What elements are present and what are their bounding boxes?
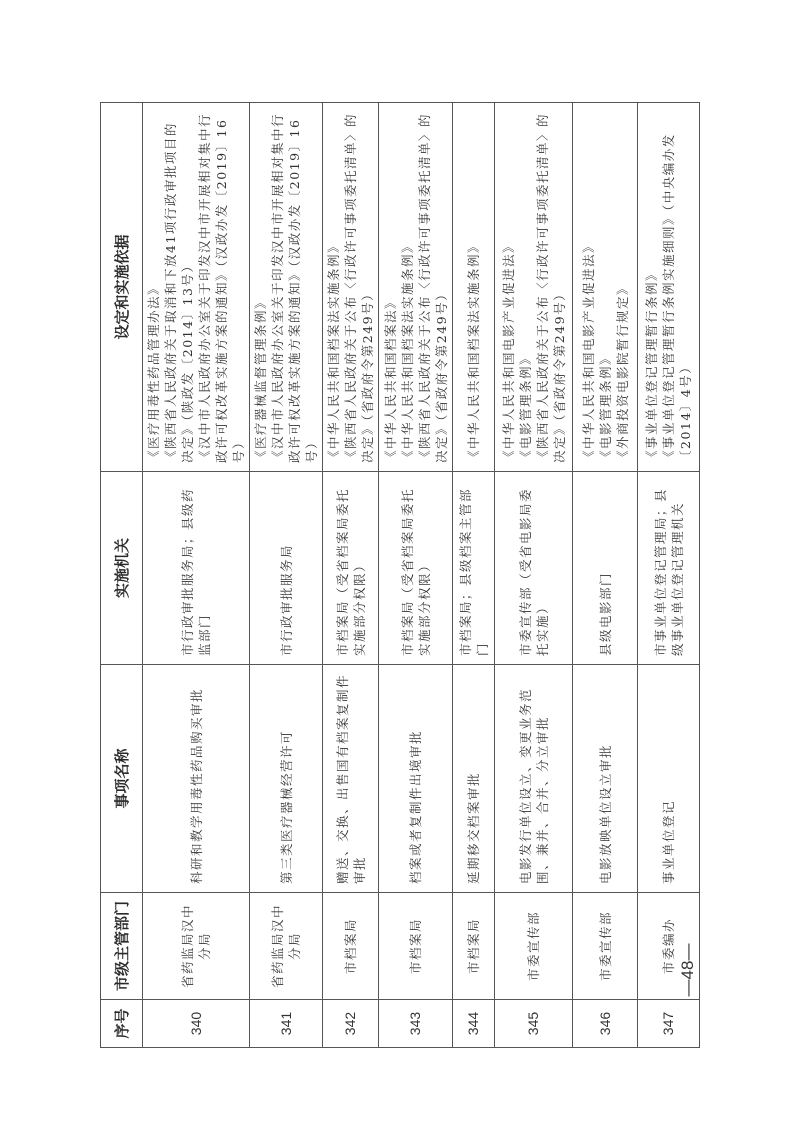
basis-line: 《电影管理条例》 (597, 350, 613, 463)
cell-dept: 省药监局汉中分局 (143, 893, 250, 1000)
table-row (573, 103, 638, 1048)
cell-seq: 340 (143, 1000, 250, 1048)
cell-seq: 347 (638, 1000, 700, 1048)
cell-body: 市行政审批服务局；县级药监部门 (143, 472, 250, 665)
basis-line: 《事业单位登记管理暂行条例》 (644, 266, 659, 463)
cell-basis (573, 103, 638, 472)
basis-line: 《汉中市人民政府办公室关于印发汉中市开展相对集中行政许可权改革实施方案的通知》（汉政办发〔2019〕16号） (197, 112, 246, 463)
cell-seq: 343 (379, 1000, 453, 1048)
header-name: 事项名称 (101, 665, 143, 893)
header-dept: 市级主管部门 (101, 893, 143, 1000)
cell-basis (453, 103, 495, 472)
cell-body: 市行政审批服务局 (250, 472, 323, 665)
basis-line: 《陕西省人民政府关于取消和下放41项行政审批项目的决定》（陕政发〔2014〕13号） (163, 122, 195, 463)
table-row (638, 103, 700, 1048)
cell-seq: 344 (453, 1000, 495, 1048)
cell-body: 市档案局；县级档案主管部门 (453, 472, 495, 665)
cell-seq: 341 (250, 1000, 323, 1048)
cell-name: 事业单位登记 (638, 665, 700, 893)
cell-dept: 市委宣传部 (573, 893, 638, 1000)
table-row (250, 103, 323, 1048)
cell-basis (638, 103, 700, 472)
basis-line: 《陕西省人民政府关于公布〈行政许可事项委托清单〉的决定》（省政府令第249号） (534, 112, 567, 463)
cell-dept: 市档案局 (379, 893, 453, 1000)
cell-dept: 省药监局汉中分局 (250, 893, 323, 1000)
page-number: —48— (678, 943, 697, 997)
basis-line: 《陕西省人民政府关于公布〈行政许可事项委托清单〉的决定》（省政府令第249号） (416, 112, 449, 463)
cell-body: 市档案局（受省档案局委托实施部分权限） (323, 472, 379, 665)
basis-line: 《中华人民共和国档案法实施条例》 (466, 238, 481, 463)
cell-name: 延期移交档案审批 (453, 665, 495, 893)
table-row (143, 103, 250, 1048)
cell-basis (379, 103, 453, 472)
basis-line: 《陕西省人民政府关于公布〈行政许可事项委托清单〉的决定》（省政府令第249号） (343, 112, 375, 463)
cell-body: 市委宣传部（受省电影局委托实施） (495, 472, 573, 665)
basis-line: 《中华人民共和国档案法》 (382, 294, 398, 463)
basis-line: 《电影管理条例》 (517, 350, 533, 463)
cell-seq: 345 (495, 1000, 573, 1048)
cell-dept: 市档案局 (453, 893, 495, 1000)
header-body: 实施机关 (101, 472, 143, 665)
cell-body: 市事业单位登记管理局；县级事业单位登记管理机关 (638, 472, 700, 665)
cell-name: 电影发行单位设立、变更业务范围、兼并、合并、分立审批 (495, 665, 573, 893)
header-basis: 设定和实施依据 (101, 103, 143, 472)
cell-name: 第三类医疗器械经营许可 (250, 665, 323, 893)
basis-line: 《汉中市人民政府办公室关于印发汉中市开展相对集中行政许可权改革实施方案的通知》（汉政办发〔2019〕16号） (270, 112, 319, 463)
cell-name: 档案或者复制件出境审批 (379, 665, 453, 893)
cell-seq: 342 (323, 1000, 379, 1048)
basis-line: 《中华人民共和国档案法实施条例》 (326, 238, 341, 463)
cell-basis (250, 103, 323, 472)
cell-dept: 市委宣传部 (495, 893, 573, 1000)
cell-body: 县级电影部门 (573, 472, 638, 665)
basis-line: 《外商投资电影院暂行规定》 (614, 280, 630, 463)
basis-line: 《事业单位登记管理暂行条例实施细则》（中央编办发〔2014〕4号） (661, 133, 693, 463)
cell-seq: 346 (573, 1000, 638, 1048)
cell-dept: 市委编办 (638, 893, 700, 1000)
basis-line: 《医疗器械监督管理条例》 (253, 294, 268, 463)
table-row (495, 103, 573, 1048)
basis-line: 《中华人民共和国档案法实施条例》 (399, 238, 415, 463)
table-row (323, 103, 379, 1048)
basis-line: 《医疗用毒性药品管理办法》 (146, 280, 161, 463)
cell-name: 赠送、交换、出售国有档案复制件审批 (323, 665, 379, 893)
cell-basis (143, 103, 250, 472)
basis-line: 《中华人民共和国电影产业促进法》 (580, 238, 596, 463)
cell-name: 科研和教学用毒性药品购买审批 (143, 665, 250, 893)
table-header-row (101, 103, 143, 1048)
basis-line: 《中华人民共和国电影产业促进法》 (500, 238, 516, 463)
cell-name: 电影放映单位设立审批 (573, 665, 638, 893)
header-seq: 序号 (101, 1000, 143, 1048)
cell-basis (495, 103, 573, 472)
table-row (453, 103, 495, 1048)
cell-basis (323, 103, 379, 472)
cell-dept: 市档案局 (323, 893, 379, 1000)
table-row (379, 103, 453, 1048)
cell-body: 市档案局（受省档案局委托实施部分权限） (379, 472, 453, 665)
approval-items-table (100, 102, 700, 1048)
